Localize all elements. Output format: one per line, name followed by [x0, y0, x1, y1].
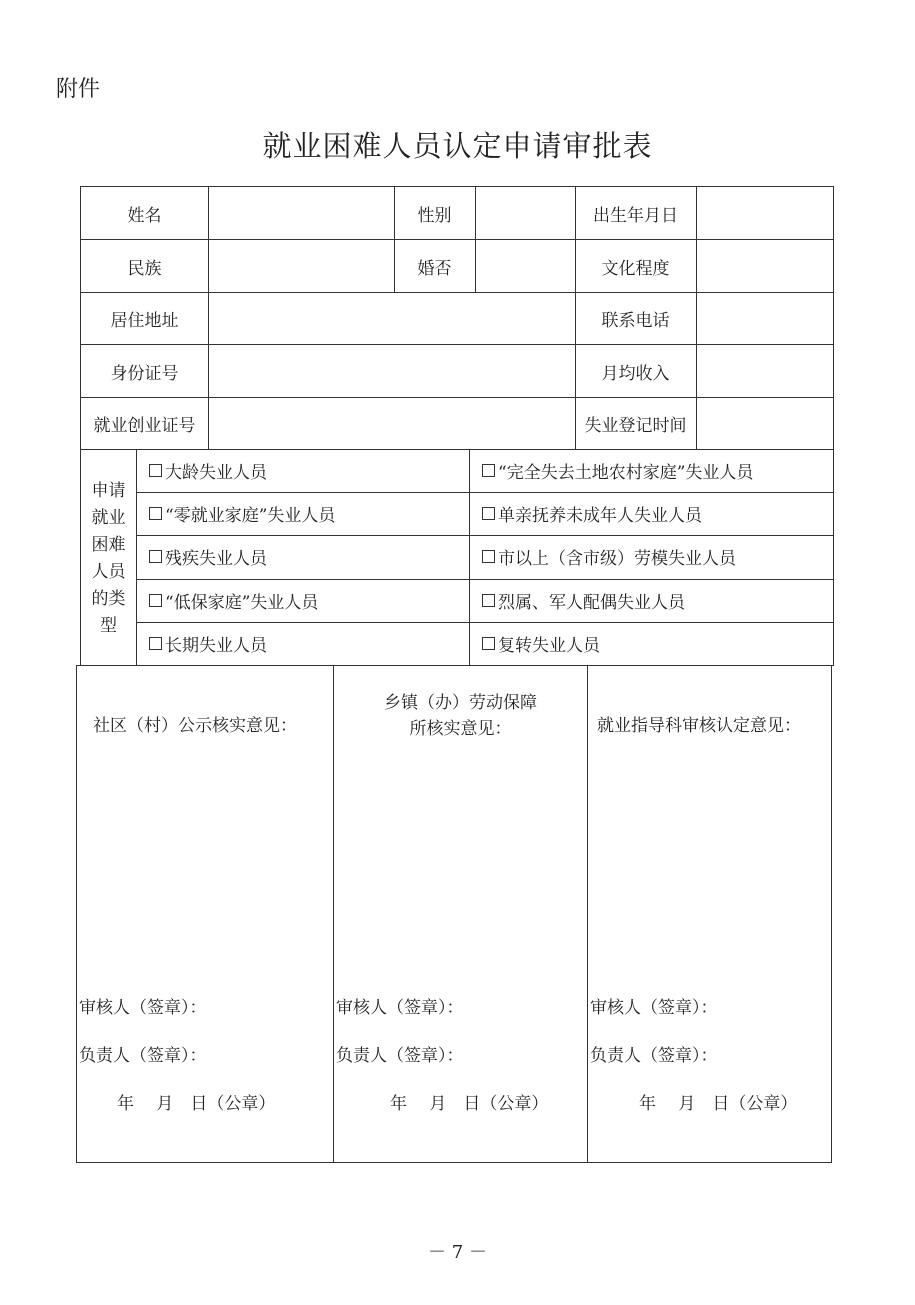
date-stamp: 年 月 日（公章） [390, 1094, 549, 1114]
option-label: “完全失去土地农村家庭”失业人员 [498, 463, 754, 483]
gender-field[interactable] [476, 188, 574, 238]
birth-date-field[interactable] [697, 188, 833, 238]
reviewer-signature: 审核人（签章）： [336, 998, 464, 1018]
option-label: “低保家庭”失业人员 [165, 593, 319, 613]
education-field[interactable] [697, 241, 833, 291]
employment-cert-label: 就业创业证号 [93, 416, 196, 436]
application-form [80, 186, 834, 666]
option-low-income-family[interactable] [149, 579, 318, 622]
guidance-opinion-field[interactable] [598, 746, 821, 986]
option-zero-employment-family[interactable] [149, 492, 335, 535]
type-label-line: 就业 [91, 507, 126, 528]
option-label: 单亲抚养未成年人失业人员 [498, 506, 702, 526]
gender-label: 性别 [417, 205, 452, 226]
option-model-worker[interactable] [482, 535, 736, 578]
type-label-line: 困难 [91, 534, 126, 555]
marital-status-field[interactable] [476, 241, 574, 291]
marital-status-label: 婚否 [417, 258, 452, 279]
checkbox[interactable] [482, 594, 495, 607]
option-label: 烈属、军人配偶失业人员 [498, 593, 685, 613]
col-divider [469, 449, 470, 665]
option-label: 长期失业人员 [165, 636, 267, 656]
id-number-field[interactable] [209, 346, 574, 396]
responsible-signature: 负责人（签章）： [590, 1046, 718, 1066]
checkbox[interactable] [149, 464, 162, 477]
township-opinion-field[interactable] [344, 746, 577, 986]
option-label: 市以上（含市级）劳模失业人员 [498, 549, 736, 569]
application-type-label [81, 450, 136, 667]
name-field[interactable] [209, 188, 393, 238]
type-label-line: 人员 [91, 561, 126, 582]
ethnicity-field[interactable] [209, 241, 393, 291]
review-section [76, 665, 832, 1163]
type-label-line: 申请 [91, 480, 126, 501]
address-field[interactable] [209, 294, 574, 343]
ethnicity-label: 民族 [127, 258, 162, 279]
checkbox[interactable] [149, 550, 162, 563]
option-martyr-military-spouse[interactable] [482, 579, 685, 622]
option-long-term-unemployed[interactable] [149, 622, 267, 665]
id-number-label: 身份证号 [110, 363, 179, 384]
type-label-line: 的类 [91, 588, 126, 609]
responsible-signature: 负责人（签章）： [79, 1046, 207, 1066]
guidance-review-heading: 就业指导科审核认定意见： [597, 716, 801, 736]
form-title: 就业困难人员认定申请审批表 [262, 129, 653, 163]
community-review-column [77, 666, 333, 1162]
community-opinion-field[interactable] [87, 746, 323, 986]
option-label: 复转失业人员 [498, 636, 600, 656]
page-number: － 7 － [428, 1242, 487, 1263]
option-older-unemployed[interactable] [149, 449, 267, 492]
unemployment-date-label: 失业登记时间 [584, 416, 687, 436]
monthly-income-field[interactable] [697, 346, 833, 396]
checkbox[interactable] [482, 464, 495, 477]
community-review-heading: 社区（村）公示核实意见： [93, 716, 297, 736]
date-stamp: 年 月 日（公章） [639, 1094, 798, 1114]
reviewer-signature: 审核人（签章）： [79, 998, 207, 1018]
option-disabled-unemployed[interactable] [149, 535, 267, 578]
checkbox[interactable] [149, 637, 162, 650]
township-heading-line: 乡镇（办）劳动保障 [384, 693, 537, 713]
employment-cert-field[interactable] [209, 399, 574, 448]
option-demobilized-unemployed[interactable] [482, 622, 600, 665]
col-divider [136, 449, 137, 665]
option-landless-rural-family[interactable] [482, 449, 753, 492]
birth-date-label: 出生年月日 [593, 205, 678, 226]
type-label-line: 型 [100, 615, 117, 636]
responsible-signature: 负责人（签章）： [336, 1046, 464, 1066]
reviewer-signature: 审核人（签章）： [590, 998, 718, 1018]
monthly-income-label: 月均收入 [601, 363, 670, 384]
checkbox[interactable] [149, 507, 162, 520]
phone-field[interactable] [697, 294, 833, 343]
township-review-heading [334, 690, 587, 742]
address-label: 居住地址 [110, 311, 179, 331]
phone-label: 联系电话 [601, 311, 670, 331]
checkbox[interactable] [482, 507, 495, 520]
checkbox[interactable] [482, 637, 495, 650]
name-label: 姓名 [127, 205, 162, 226]
option-label: 大龄失业人员 [165, 463, 267, 483]
township-review-column [334, 666, 587, 1162]
option-single-parent[interactable] [482, 492, 702, 535]
unemployment-date-field[interactable] [697, 399, 833, 448]
option-label: 残疾失业人员 [165, 549, 267, 569]
education-label: 文化程度 [601, 258, 670, 279]
date-stamp: 年 月 日（公章） [117, 1094, 276, 1114]
checkbox[interactable] [149, 594, 162, 607]
checkbox[interactable] [482, 550, 495, 563]
option-label: “零就业家庭”失业人员 [165, 506, 336, 526]
township-heading-line: 所核实意见： [409, 719, 512, 739]
attachment-label: 附件 [56, 77, 101, 102]
guidance-review-column [588, 666, 831, 1162]
